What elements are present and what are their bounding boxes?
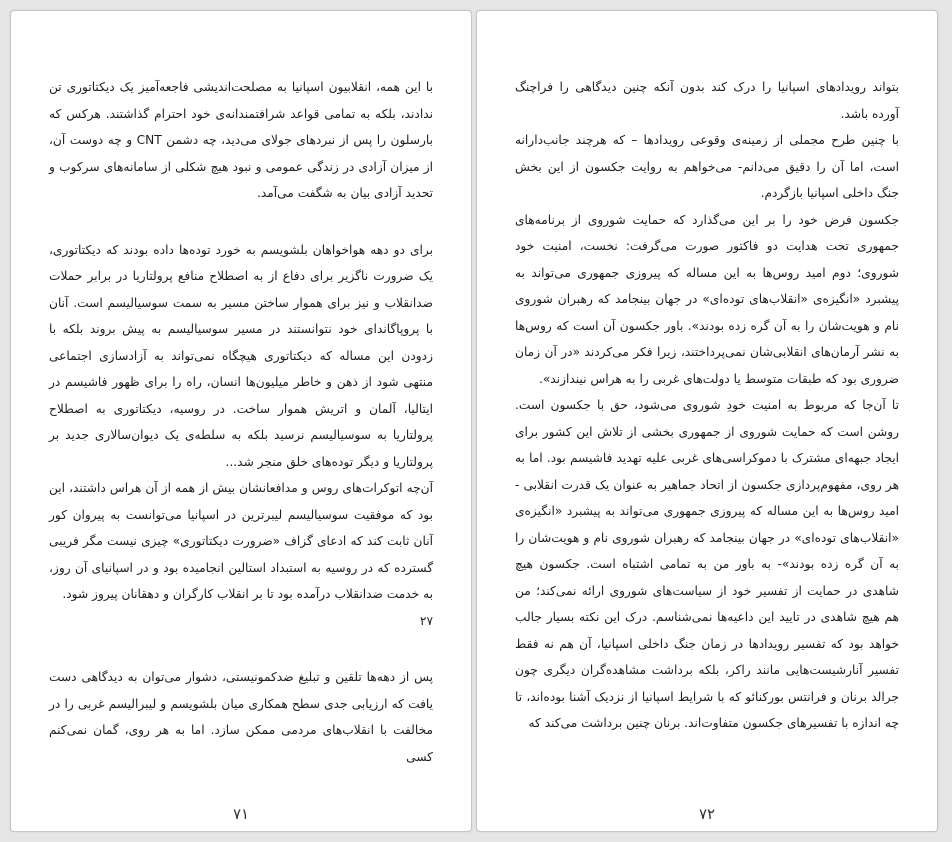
paragraph-gap <box>49 634 433 664</box>
paragraph: بتواند رویدادهای اسپانیا را درک کند بدون آنکه چنین دیدگاهی را فراچنگ آورده باشد. <box>515 80 899 121</box>
left-page <box>10 10 472 832</box>
paragraph-gap <box>49 207 433 237</box>
right-page <box>476 10 938 832</box>
page-number: ۷۲ <box>698 805 716 823</box>
note-number: ۲۷ <box>419 613 433 628</box>
paragraph: با چنین طرح مجملی از زمینه‌ی وقوعی رویدادها – که هرچند جانب‌دارانه است، اما آن را دقیق می‌دانم- می‌خواهم به روایت جکسون از این بخش جنگ داخلی اسپانیا بازگردم. <box>515 133 899 200</box>
paragraph: تا آن‌جا که مربوط به امنیت خودِ شوروی می‌شود، حق با جکسون است. روشن است که حمایت شوروی از جمهوری بخشی از تلاش این کشور برای ایجاد جبهه‌ای مشترک با دموکراسی‌های غربی علیه تهدید فاشیسم بود. اما به هر روی، مفهوم‌پردازی جکسون از اتحاد جماهیر به عنوان یک قدرت انقلابی - امید روس‌ها به این مساله که پیروزی جمهوری می‌تواند به پیشبرد «انگیزه‌ی «انقلاب‌های توده‌ای» در جهان بینجامد که رهبران شوروی نام و هویت‌شان را به آن گره زده بودند»- به باور من به تمامی اشتباه است. جکسون هیچ شاهدی در حمایت از تفسیر خود از سیاست‌های شوروی ارائه نمی‌کند؛ من هم هیچ شاهدی در تایید این داعیه‌ها نمی‌شناسم. درک این نکته بسیار جالب خواهد بود که تفسیر رویدادها در زمان جنگ داخلی اسپانیا، آن هم نه فقط تفسیر آنارشیست‌هایی مانند راکر، بلکه برداشت مشاهده‌گران دیگری چون جرالد برنان و فرانتس بورکنائو که با شرایط اسپانیا از نزدیک آشنا بوده‌اند، تا چه اندازه با تفسیرهای جکسون متفاوت‌اند. برنان چنین برداشت می‌کند که <box>515 398 899 730</box>
paragraph: برای دو دهه هواخواهان بلشویسم به خورد توده‌ها داده بودند که دیکتاتوری، یک ضرورت ناگزیر برای دفاع از به اصطلاح منافع پرولتاریا در برابر حملات ضدانقلاب و نیز برای هموار ساختن مسیر به سمت سوسیالیسم است. آنان با پروپاگاندای خود نتوانستند در مسیر سوسیالیسم به پیش بروند بلکه با زدودن این مساله که دیکتاتوری هیچگاه نمی‌تواند به آزادسازی اجتماعی منتهی شود از ذهن و خاطر میلیون‌ها انسان، راه را برای ظهور فاشیسم در ایتالیا، آلمان و اتریش هموار ساخت. در روسیه، دیکتاتوری به اصطلاح پرولتاریا به سوسیالیسم نرسید بلکه به سلطه‌ی یک دیوان‌سالاری جدید بر پرولتاریا و دیگر توده‌های خلق منجر شد... <box>49 242 433 469</box>
right-page-body <box>515 74 899 737</box>
left-page-body <box>49 74 433 770</box>
paragraph: جکسون فرض خود را بر این می‌گذارد که حمایت شوروی از برنامه‌های جمهوری تحت هدایت دو فاکتور صورت می‌گرفت: نخست، امنیت خود شوروی؛ دوم امید روس‌ها به این مساله که پیروزی جمهوری می‌تواند به پیشبرد «انگیزه‌ی «انقلاب‌های توده‌ای» در جهان بینجامد که رهبران شوروی نام و هویت‌شان را به آن گره زده بودند». باور جکسون آن است که روس‌ها به نشر آرمان‌های انقلابی‌شان نمی‌پرداختند، زیرا فکر می‌کردند «در آن زمان ضروری بود که طبقات متوسط یا دولت‌های غربی را به هراس نیندازند». <box>515 212 899 386</box>
paragraph: با این همه، انقلابیون اسپانیا به مصلحت‌اندیشی فاجعه‌آمیز یک دیکتاتوری تن ندادند، بلکه به تمامی قواعد شرافتمندانه‌ی خود احترام گذاشتند. هرکس که بارسلون را پس از نبردهای جولای می‌دید، چه دشمن CNT و چه دوست آن، از میزان آزادی در زندگی عمومی و نبود هیچ شکلی از سامانه‌های سرکوب و تحدید آزادی بیان به شگفت می‌آمد. <box>49 80 433 200</box>
paragraph: پس از دهه‌ها تلقین و تبلیغ ضدکمونیستی، دشوار می‌توان به دیدگاهی دست یافت که ارزیابی جدی سطح همکاری میان بلشویسم و لیبرالیسم غربی را در مخالفت با انقلاب‌های مردمی ممکن سازد. اما به هر روی، گمان نمی‌کنم کسی <box>49 670 433 764</box>
paragraph: آن‌چه اتوکرات‌های روس و مدافعانشان بیش از همه از آن هراس داشتند، این بود که موفقیت سوسیالیسم لیبرترین در اسپانیا می‌توانست به پیروان کور آنان ثابت کند که ادعای گزاف «ضرورت دیکتاتوری» چیزی نیست مگر فریبی گسترده که در روسیه به استبداد استالین انجامیده بود و در اسپانیای آن روز، به خدمت ضدانقلاب درآمده بود تا بر انقلاب کارگران و دهقانان پیروز شود. <box>49 481 433 601</box>
page-number: ۷۱ <box>232 805 250 823</box>
